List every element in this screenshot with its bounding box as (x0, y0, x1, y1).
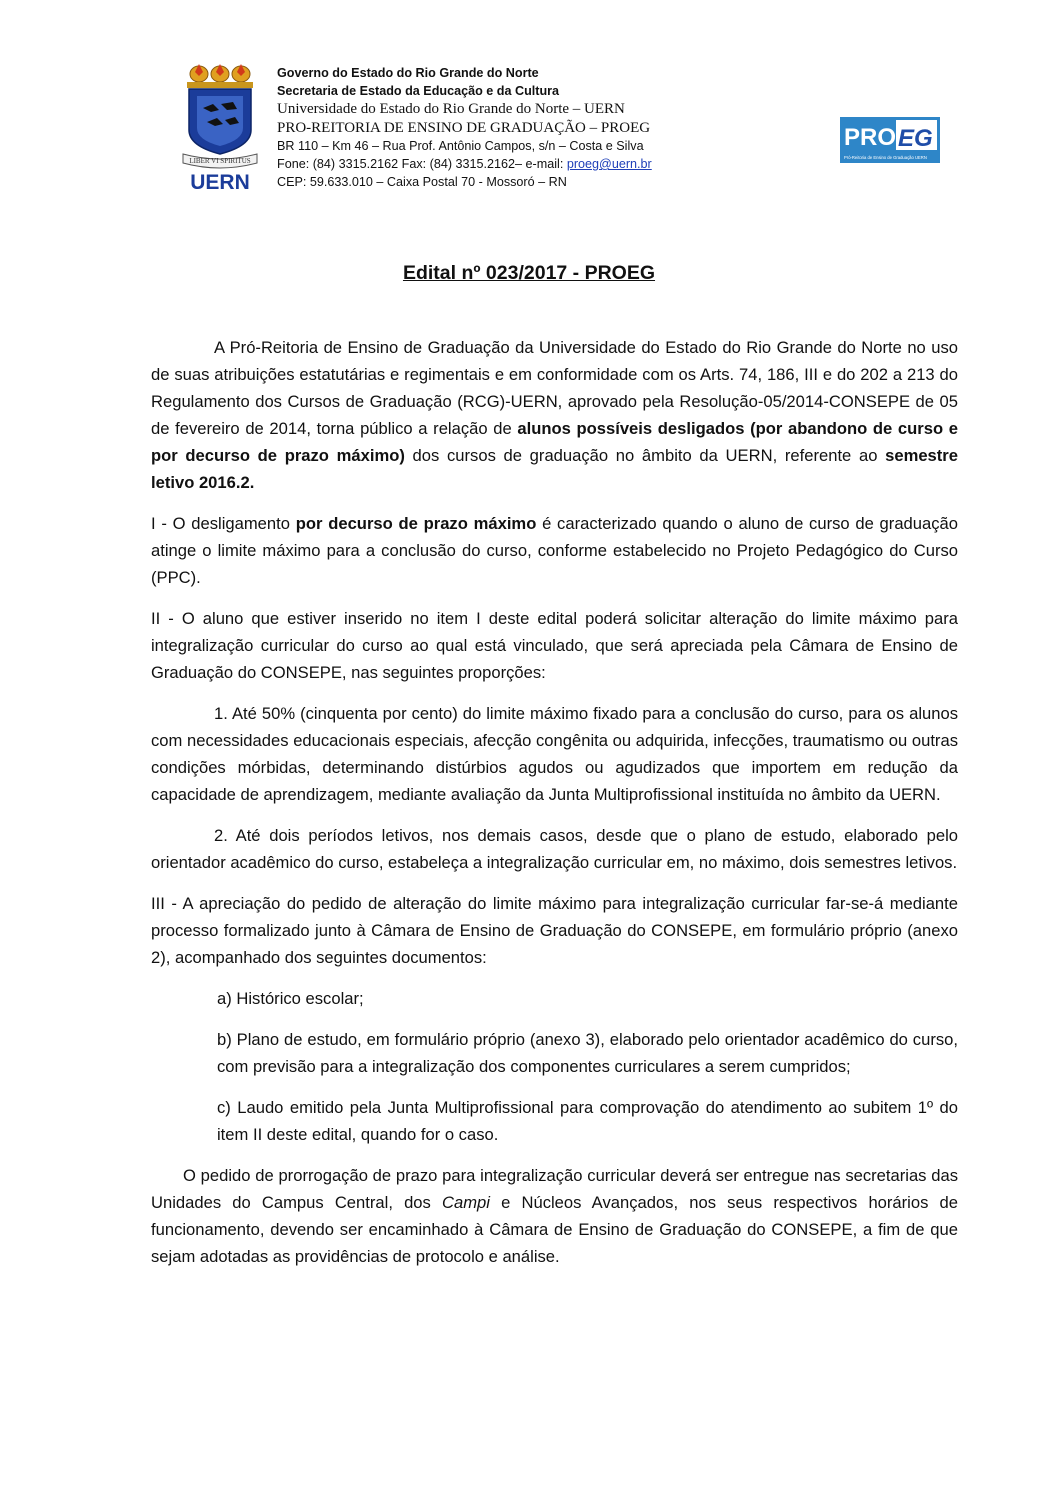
svg-text:UERN: UERN (190, 171, 250, 192)
text-span: I - O desligamento (151, 514, 296, 533)
svg-text:PRO: PRO (844, 124, 897, 151)
text-span-bold: semestre letivo 2016.2. (151, 446, 958, 492)
text-span-bold: por decurso de prazo máximo (295, 514, 537, 533)
paragraph-item-iii: III - A apreciação do pedido de alteração do limite máximo para integralização curricular far-se-á mediante processo formalizado junto à Câmara de Ensino de Graduação do CONSEPE, em formulário próprio (anexo 2), acompanhado dos seguintes documentos: (151, 894, 958, 967)
svg-text:EG: EG (898, 125, 933, 152)
text-span: O pedido de prorrogação de prazo para integralização curricular deverá ser entregue nas secretarias das Unidades do Campus Central, dos (151, 1166, 958, 1212)
svg-text:LIBER VI SPIRITUS: LIBER VI SPIRITUS (189, 157, 251, 165)
letterhead (277, 64, 737, 191)
header-phone: Fone: (84) 3315.2162 Fax: (84) 3315.2162– e-mail: (277, 157, 567, 171)
paragraph-subitem-1: 1. Até 50% (cinquenta por cento) do limite máximo fixado para a conclusão do curso, para os alunos com necessidades educacionais especiais, afecção congênita ou adquirida, infecções, traumatismo ou outras condições mórbidas, determinando distúrbios agudos ou agudizados que importem em redução da capacidade de aprendizagem, mediante avaliação da Junta Multiprofissional instituída no âmbito da UERN. (151, 704, 958, 804)
paragraph-closing (151, 1162, 958, 1270)
header-proeg: PRO-REITORIA DE ENSINO DE GRADUAÇÃO – PROEG (277, 119, 651, 136)
list-item-b: b) Plano de estudo, em formulário próprio (anexo 3), elaborado pelo orientador acadêmico do curso, com previsão para a integralização dos componentes curriculares a serem cumpridos; (217, 1030, 958, 1076)
header-address: BR 110 – Km 46 – Rua Prof. Antônio Campos, s/n – Costa e Silva (277, 139, 644, 153)
header-secretariat: Secretaria de Estado da Educação e da Cultura (277, 84, 560, 98)
text-span-bold: alunos possíveis desligados (por abandono de curso e por decurso de prazo máximo) (151, 419, 958, 465)
paragraph-item-i (151, 510, 958, 591)
text-span: e Núcleos Avançados, nos seus respectivos horários de funcionamento, devendo ser encaminhado à Câmara de Ensino de Graduação do CONSEPE, a fim de que sejam adotadas as providências de protocolo e análise. (151, 1193, 959, 1266)
paragraph-subitem-2: 2. Até dois períodos letivos, nos demais casos, desde que o plano de estudo, elaborado pelo orientador acadêmico do curso, estabeleça a integralização curricular em, no máximo, dois semestres letivos. (151, 826, 958, 872)
proeg-logo-icon (840, 117, 940, 163)
header-university: Universidade do Estado do Rio Grande do Norte – UERN (277, 101, 625, 117)
header-cep: CEP: 59.633.010 – Caixa Postal 70 - Mossoró – RN (277, 175, 567, 189)
paragraph-item-ii: II - O aluno que estiver inserido no item I deste edital poderá solicitar alteração do limite máximo para integralização curricular do curso ao qual está vinculado, que será apreciada pela Câmara de Ensino de Graduação do CONSEPE, nas seguintes proporções: (151, 609, 958, 682)
header-government: Governo do Estado do Rio Grande do Norte (277, 66, 539, 80)
document-title: Edital nº 023/2017 - PROEG (402, 262, 656, 284)
svg-text:Pró-Reitoria de Ensino de Grad: Pró-Reitoria de Ensino de Graduação UERN (844, 155, 927, 160)
text-span-italic: Campi (442, 1193, 490, 1212)
list-item-c: c) Laudo emitido pela Junta Multiprofissional para comprovação do atendimento ao subitem 1º do item II deste edital, quando for o caso. (217, 1098, 958, 1144)
text-span: dos cursos de graduação no âmbito da UERN, referente ao (404, 446, 886, 465)
document-body (151, 334, 958, 1284)
text-span: é caracterizado quando o aluno de curso de graduação atinge o limite máximo para a conclusão do curso, conforme estabelecido no Projeto Pedagógico do Curso (PPC). (151, 514, 958, 587)
email-link[interactable]: proeg@uern.br (566, 157, 652, 171)
paragraph-intro (151, 334, 958, 496)
list-item-a: a) Histórico escolar; (217, 989, 364, 1008)
proeg-logo (840, 117, 940, 163)
text-span: A Pró-Reitoria de Ensino de Graduação da Universidade do Estado do Rio Grande do Norte no uso de suas atribuições estatutárias e regimentais e em conformidade com os Arts. 74, 186, III e do 202 a 213 do Regulamento dos Cursos de Graduação (RCG)-UERN, aprovado pela Resolução-05/2014-CONSEPE de 05 de fevereiro de 2014, torna público a relação de (151, 338, 958, 438)
uern-logo (177, 62, 263, 192)
header-contact (277, 155, 737, 173)
uern-crest-icon (177, 62, 263, 192)
